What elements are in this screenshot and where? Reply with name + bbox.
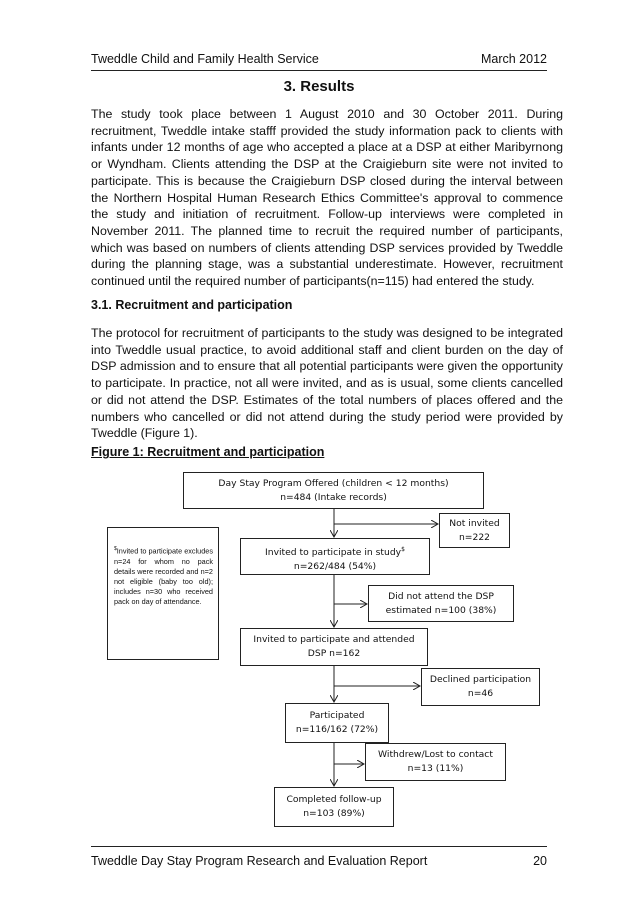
withdrew-count: n=13 (11%) (407, 763, 464, 774)
did-not-attend-count: estimated n=100 (38%) (385, 605, 497, 616)
page-footer (91, 846, 547, 867)
page-title: 3. Results (283, 78, 355, 95)
figure-title: Figure 1: Recruitment and participation (91, 445, 325, 459)
footer-report-title: Tweddle Day Stay Program Research and Evaluation Report (91, 854, 428, 868)
page-number: 20 (533, 854, 547, 868)
invited-label: Invited to participate in study$ (265, 546, 405, 559)
flow-box-declined (421, 668, 540, 706)
completed-label: Completed follow-up (286, 794, 382, 805)
offered-count: n=484 (Intake records) (280, 492, 387, 503)
section-heading: 3.1. Recruitment and participation (91, 298, 293, 312)
flow-footnote (107, 527, 219, 660)
results-paragraph: The study took place between 1 August 2010 and 30 October 2011. During recruitment, Tweddle intake stafff provided the study information pack to clients with infants under 12 months of age who accepted a place at a DSP at either Maribyrnong or Wyndham. Clients attending the DSP at the Craigieburn site were not invited to participate. This is because the Craigieburn DSP closed during the interval between the Northern Hospital Human Research Ethics Committee's approval to commence the study and initiation of recruitment. Follow-up interviews were completed in November 2011. The planned time to recruit the required number of participants, which was based on numbers of clients attending DSP services provided by Tweddle during the planning stage, was a substantial underestimate. However, recruitment continued until the required number of participants(n=115) had entered the study. (91, 107, 563, 289)
flow-box-completed (274, 787, 394, 827)
completed-count: n=103 (89%) (303, 808, 365, 819)
header-date: March 2012 (480, 52, 547, 66)
not-invited-label: Not invited (449, 518, 500, 529)
attended-label: Invited to participate and attended (253, 634, 415, 645)
attended-count: DSP n=162 (307, 648, 361, 659)
header-org: Tweddle Child and Family Health Service (91, 52, 319, 66)
participated-count: n=116/162 (72%) (295, 724, 379, 735)
withdrew-label: Withdrew/Lost to contact (378, 749, 493, 760)
flow-box-invited (240, 538, 430, 575)
participated-label: Participated (309, 710, 365, 721)
flow-box-participated (285, 703, 389, 743)
recruitment-paragraph: The protocol for recruitment of participants to the study was designed to be integrated into Tweddle usual practice, to avoid additional staff and client burden on the day of DSP admission and to ensure that all potential participants were given the opportunity to participate. In practice, not all were invited, and as is usual, some clients cancelled or did not attend the DSP. Estimates of the total numbers of places offered and the numbers who cancelled or did not attend during the study period were provided by Tweddle (Figure 1). (91, 326, 563, 441)
declined-label: Declined participation (429, 674, 532, 685)
footnote-marker: $ (114, 546, 117, 552)
footnote-text: Invited to participate excludes n=24 for whom no pack details were recorded and n=2 not eligible (baby too old); includes n=30 who received pack on day of attendance. (114, 546, 213, 607)
flow-box-not-invited (439, 513, 510, 548)
declined-count: n=46 (467, 688, 494, 699)
offered-label: Day Stay Program Offered (children < 12 months) (218, 478, 449, 489)
not-invited-count: n=222 (458, 532, 491, 543)
flow-box-attended (240, 628, 428, 666)
flow-box-withdrew (365, 743, 506, 781)
flow-box-offered (183, 472, 484, 509)
did-not-attend-label: Did not attend the DSP (388, 591, 494, 602)
flow-box-did-not-attend (368, 585, 514, 622)
invited-count: n=262/484 (54%) (293, 561, 377, 573)
